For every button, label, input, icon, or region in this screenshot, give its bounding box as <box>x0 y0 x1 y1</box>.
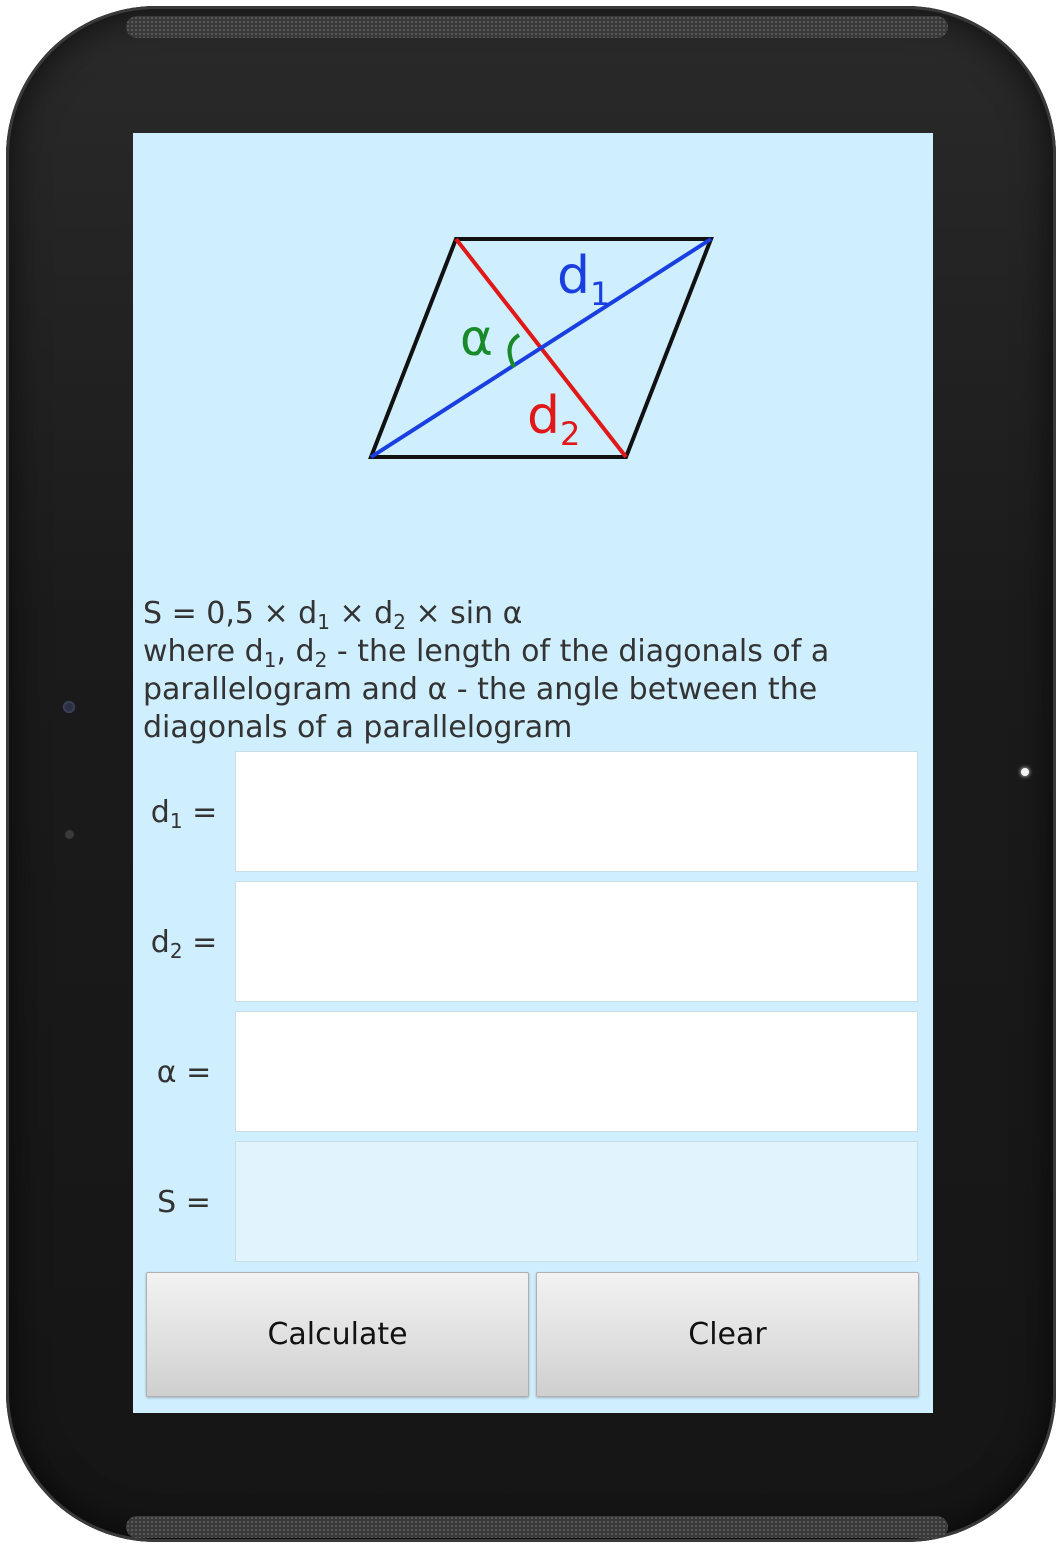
formula-explanation: where $d_1$, $d_2$ - the length of the diagonals of a parallelogram and α - the angle between the diagonals of a parallelogram <box>143 634 830 745</box>
alpha-input[interactable] <box>235 1011 918 1132</box>
front-camera-icon <box>63 701 75 713</box>
clear-button[interactable]: Clear <box>536 1272 919 1397</box>
s-label: S = <box>157 1185 211 1220</box>
calculate-button[interactable]: Calculate <box>146 1272 529 1397</box>
alpha-diagram-label: α <box>460 309 493 367</box>
speaker-grille-top <box>126 16 948 38</box>
d1-input[interactable] <box>235 751 918 872</box>
app-screen <box>133 133 933 1413</box>
speaker-grille-bottom <box>126 1516 948 1538</box>
area-formula: $S = 0,5 \times d_1 \times d_2 \times \sin \alpha$ <box>143 596 523 634</box>
alpha-label: α = <box>156 1055 212 1090</box>
d1-label: $d_1$ = <box>150 795 218 833</box>
formula-description <box>143 595 923 747</box>
s-result-field <box>235 1141 918 1262</box>
d2-diagram-label: $d_2$ <box>527 386 581 453</box>
parallelogram-figure <box>133 133 933 593</box>
notification-led-icon <box>1021 768 1029 776</box>
parallelogram-diagram <box>133 133 933 593</box>
light-sensor-icon <box>65 830 74 839</box>
d2-input[interactable] <box>235 881 918 1002</box>
d1-diagram-label: $d_1$ <box>557 246 611 313</box>
d2-label: $d_2$ = <box>150 925 218 963</box>
